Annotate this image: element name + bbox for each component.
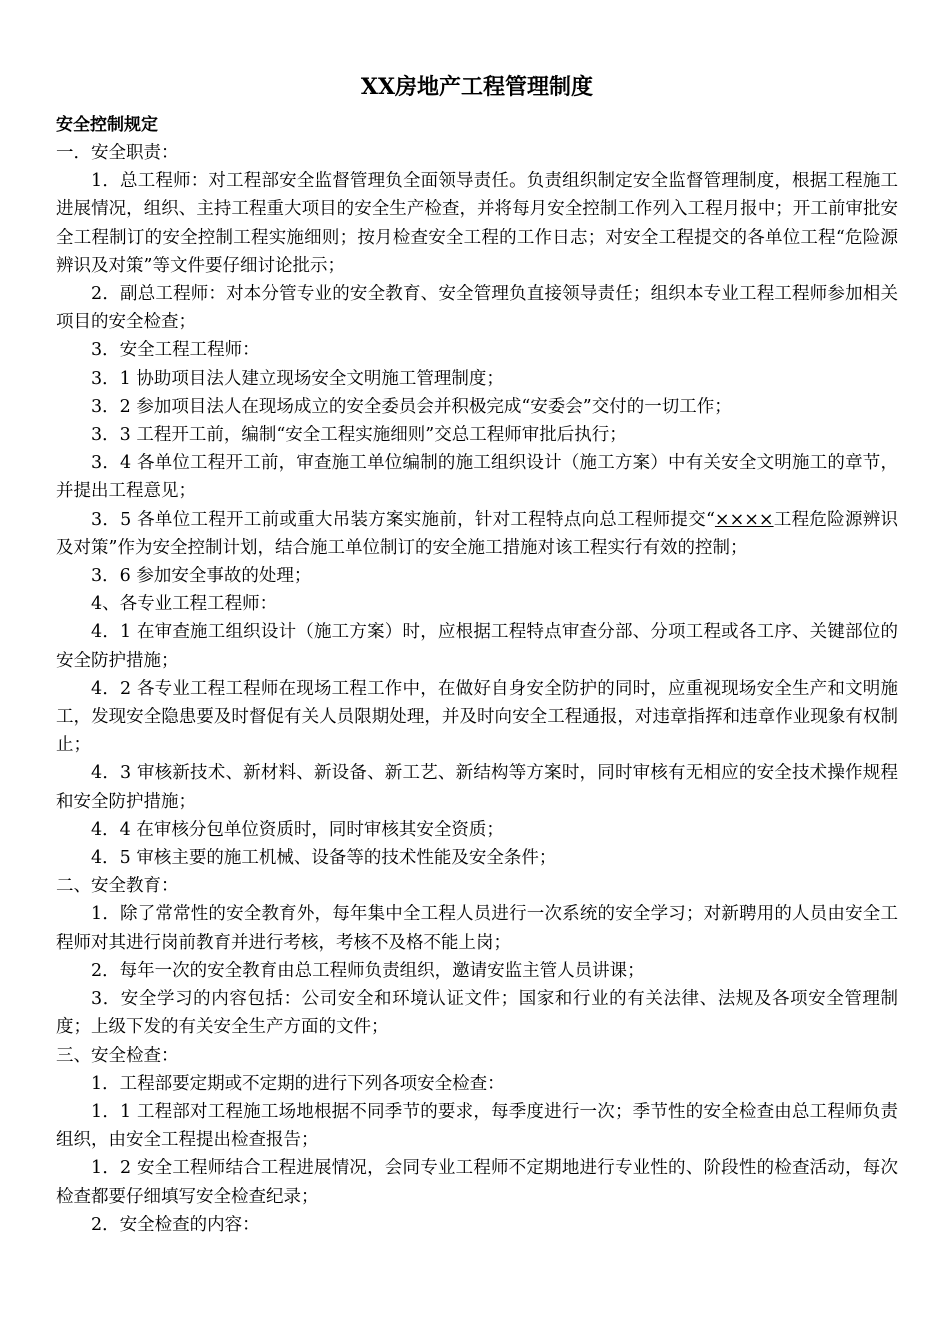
document-page xyxy=(56,72,898,1239)
paragraph: 4．3 审核新技术、新材料、新设备、新工艺、新结构等方案时，同时审核有无相应的安全技术操作规程和安全防护措施； xyxy=(56,763,898,812)
paragraph: 3．1 协助项目法人建立现场安全文明施工管理制度； xyxy=(91,368,504,389)
paragraph: 4．2 各专业工程工程师在现场工程工作中，在做好自身安全防护的同时，应重视现场安全生产和文明施工，发现安全隐患要及时督促有关人员限期处理，并及时向安全工程通报，对违章指挥和违章作业现象有权制止； xyxy=(56,678,898,756)
paragraph: 3．6 参加安全事故的处理； xyxy=(91,566,312,587)
paragraph-text: 3．5 各单位工程开工前或重大吊装方案实施前，针对工程特点向总工程师提交“ xyxy=(91,509,715,530)
paragraph: 4．5 审核主要的施工机械、设备等的技术性能及安全条件； xyxy=(91,848,557,869)
section-heading: 安全控制规定 xyxy=(56,115,158,135)
paragraph: 1．总工程师：对工程部安全监督管理负全面领导责任。负责组织制定安全监督管理制度，根据工程施工进展情况，组织、主持工程重大项目的安全生产检查，并将每月安全控制工作列入工程月报中；开工前审批安全工程制订的安全控制工程实施细则；按月检查安全工程的工作日志；对安全工程提交的各单位工程“危险源辨识及对策”等文件要仔细讨论批示； xyxy=(56,171,898,276)
paragraph: 3．安全学习的内容包括：公司安全和环境认证文件；国家和行业的有关法律、法规及各项安全管理制度；上级下发的有关安全生产方面的文件； xyxy=(56,989,898,1038)
paragraph xyxy=(56,506,898,562)
paragraph: 2．每年一次的安全教育由总工程师负责组织，邀请安监主管人员讲课； xyxy=(91,960,645,981)
paragraph: 3．安全工程工程师： xyxy=(91,340,260,361)
paragraph: 4．4 在审核分包单位资质时，同时审核其安全资质； xyxy=(91,819,504,840)
paragraph: 3．2 参加项目法人在现场成立的安全委员会并积极完成“安委会”交付的一切工作； xyxy=(91,396,732,417)
section-heading-paragraph: 二、安全教育： xyxy=(56,876,179,897)
paragraph-text: 工程危险源辨识及对策”作为安全控制计划，结合施工单位制订的安全施工措施对该工程实行有效的控制； xyxy=(56,509,899,558)
paragraph: 2．安全检查的内容： xyxy=(91,1214,260,1235)
paragraph: 3．3 工程开工前，编制“安全工程实施细则”交总工程师审批后执行； xyxy=(91,425,627,446)
document-title: XX房地产工程管理制度 xyxy=(360,74,594,100)
paragraph: 1．工程部要定期或不定期的进行下列各项安全检查： xyxy=(91,1073,505,1094)
document-body xyxy=(56,139,898,1239)
paragraph: 1．1 工程部对工程施工场地根据不同季节的要求，每季度进行一次；季节性的安全检查由总工程师负责组织，由安全工程提出检查报告； xyxy=(56,1101,898,1151)
section-heading-paragraph: 一．安全职责： xyxy=(56,143,179,163)
paragraph: 3．4 各单位工程开工前，审查施工单位编制的施工组织设计（施工方案）中有关安全文明施工的章节，并提出工程意见； xyxy=(56,453,898,502)
paragraph: 1．除了常常性的安全教育外，每年集中全工程人员进行一次系统的安全学习；对新聘用的人员由安全工程师对其进行岗前教育并进行考核，考核不及格不能上岗； xyxy=(56,904,898,953)
paragraph: 2．副总工程师：对本分管专业的安全教育、安全管理负直接领导责任；组织本专业工程工程师参加相关项目的安全检查； xyxy=(56,284,898,333)
paragraph: 1．2 安全工程师结合工程进展情况，会同专业工程师不定期地进行专业性的、阶段性的检查活动，每次检查都要仔细填写安全检查纪录； xyxy=(56,1158,898,1207)
paragraph: 4．1 在审查施工组织设计（施工方案）时，应根据工程特点审查分部、分项工程或各工序、关键部位的安全防护措施； xyxy=(56,622,898,671)
section-heading-paragraph: 三、安全检查： xyxy=(56,1045,179,1066)
paragraph: 4、各专业工程工程师： xyxy=(91,594,278,615)
underlined-placeholder: ×××× xyxy=(714,509,774,530)
